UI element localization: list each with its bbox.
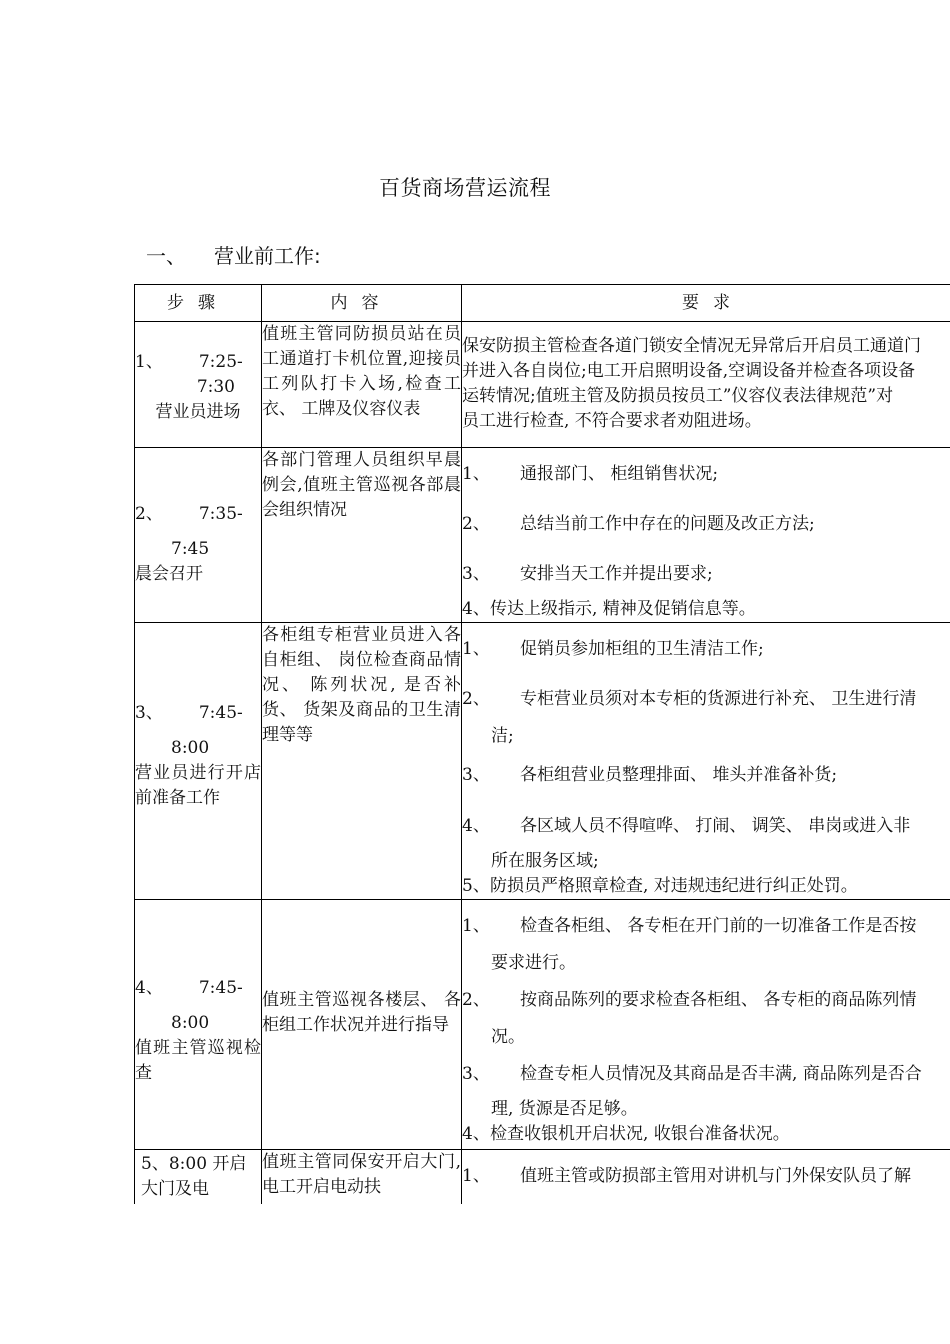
- requirement-cell: [462, 1150, 950, 1205]
- section-number: 一、: [146, 244, 186, 268]
- step-start-time: 8:00: [168, 1154, 208, 1174]
- requirement-continuation: 理, 货源是否足够。: [491, 1099, 638, 1119]
- step-end-time: 7:30: [196, 377, 235, 397]
- requirement-continuation: 所在服务区域;: [491, 851, 599, 871]
- content-cell: 各部门管理人员组织早晨例会,值班主管巡视各部晨会组织情况: [262, 448, 462, 623]
- requirement-continuation: 况。: [491, 1027, 525, 1047]
- step-end-time: 8:00: [171, 1013, 210, 1033]
- requirement-item: 1、 值班主管或防损部主管用对讲机与门外保安队员了解: [462, 1166, 911, 1186]
- header-content: 内容: [262, 285, 462, 322]
- requirement-line: 并进入各自岗位;电工开启照明设备,空调设备并检查各项设备: [462, 361, 916, 381]
- header-requirement: 要求: [462, 285, 950, 322]
- step-cell: [135, 322, 262, 448]
- step-start-time: 7:25-: [198, 352, 243, 372]
- step-name: 营业员进场: [155, 402, 241, 422]
- content-cell: 值班主管巡视各楼层、 各柜组工作状况并进行指导: [262, 900, 462, 1150]
- requirement-item: 1、 检查各柜组、 各专柜在开门前的一切准备工作是否按: [462, 916, 917, 936]
- step-start-time: 7:45-: [198, 978, 243, 998]
- step-cell: [135, 1150, 262, 1205]
- requirement-item: 4、 检查收银机开启状况, 收银台准备状况。: [462, 1124, 790, 1144]
- table-row: [135, 1150, 950, 1205]
- table-row: [135, 448, 950, 623]
- step-number: 5、: [141, 1154, 169, 1174]
- process-table: [134, 284, 950, 1204]
- requirement-cell: [462, 900, 950, 1150]
- step-number: 2、: [135, 504, 163, 524]
- requirement-item: 4、 各区域人员不得喧哗、 打闹、 调笑、 串岗或进入非: [462, 816, 911, 836]
- section-heading: [146, 240, 321, 269]
- step-cell: [135, 900, 262, 1150]
- table-row: [135, 623, 950, 900]
- requirement-item: 1、 通报部门、 柜组销售状况;: [462, 464, 719, 484]
- step-number: 3、: [135, 703, 163, 723]
- requirement-item: 3、 检查专柜人员情况及其商品是否丰满, 商品陈列是否合: [462, 1064, 922, 1084]
- section-title: 营业前工作:: [214, 244, 321, 268]
- table-row: [135, 322, 950, 448]
- table-header-row: [135, 285, 950, 322]
- content-cell: 各柜组专柜营业员进入各自柜组、 岗位检查商品情况、 陈列状况, 是否补货、 货架及商品的卫生清理等等: [262, 623, 462, 900]
- requirement-item: 3、 各柜组营业员整理排面、 堆头并准备补货;: [462, 765, 838, 785]
- step-name: 晨会召开: [135, 564, 203, 584]
- table-row: [135, 900, 950, 1150]
- requirement-cell: [462, 322, 950, 448]
- document-title: 百货商场营运流程: [379, 176, 551, 200]
- step-cell: [135, 448, 262, 623]
- step-end-time: 8:00: [171, 738, 210, 758]
- requirement-line: 员工进行检查, 不符合要求者劝阻进场。: [462, 411, 762, 431]
- step-end-time: 7:45: [171, 539, 210, 559]
- requirement-item: 2、 专柜营业员须对本专柜的货源进行补充、 卫生进行清: [462, 689, 917, 709]
- step-start-time: 7:45-: [198, 703, 243, 723]
- content-cell: 值班主管同防损员站在员工通道打卡机位置,迎接员工列队打卡入场,检查工衣、 工牌及仪容仪表: [262, 322, 462, 448]
- step-name: 开启大门及电: [141, 1154, 247, 1199]
- table-viewport: [134, 284, 950, 1204]
- header-step: 步骤: [135, 285, 262, 322]
- step-cell: [135, 623, 262, 900]
- requirement-cell: [462, 623, 950, 900]
- requirement-cell: [462, 448, 950, 623]
- requirement-item: 3、 安排当天工作并提出要求;: [462, 564, 713, 584]
- requirement-continuation: 洁;: [491, 726, 514, 746]
- requirement-item: 5、 防损员严格照章检查, 对违规违纪进行纠正处罚。: [462, 876, 858, 896]
- step-name: 营业员进行开店前准备工作: [135, 763, 261, 808]
- step-number: 1、: [135, 352, 163, 372]
- requirement-item: 2、 按商品陈列的要求检查各柜组、 各专柜的商品陈列情: [462, 990, 917, 1010]
- requirement-line: 运转情况;值班主管及防损员按员工”仪容仪表法律规范”对: [462, 386, 894, 406]
- requirement-item: 1、 促销员参加柜组的卫生清洁工作;: [462, 639, 764, 659]
- requirement-item: 4、 传达上级指示, 精神及促销信息等。: [462, 599, 756, 619]
- step-name: 值班主管巡视检查: [135, 1038, 261, 1083]
- requirement-continuation: 要求进行。: [491, 953, 576, 973]
- step-number: 4、: [135, 978, 163, 998]
- step-start-time: 7:35-: [198, 504, 243, 524]
- requirement-line: 保安防损主管检查各道门锁安全情况无异常后开启员工通道门: [462, 336, 921, 356]
- requirement-item: 2、 总结当前工作中存在的问题及改正方法;: [462, 514, 815, 534]
- content-cell: 值班主管同保安开启大门, 电工开启电动扶: [262, 1150, 462, 1205]
